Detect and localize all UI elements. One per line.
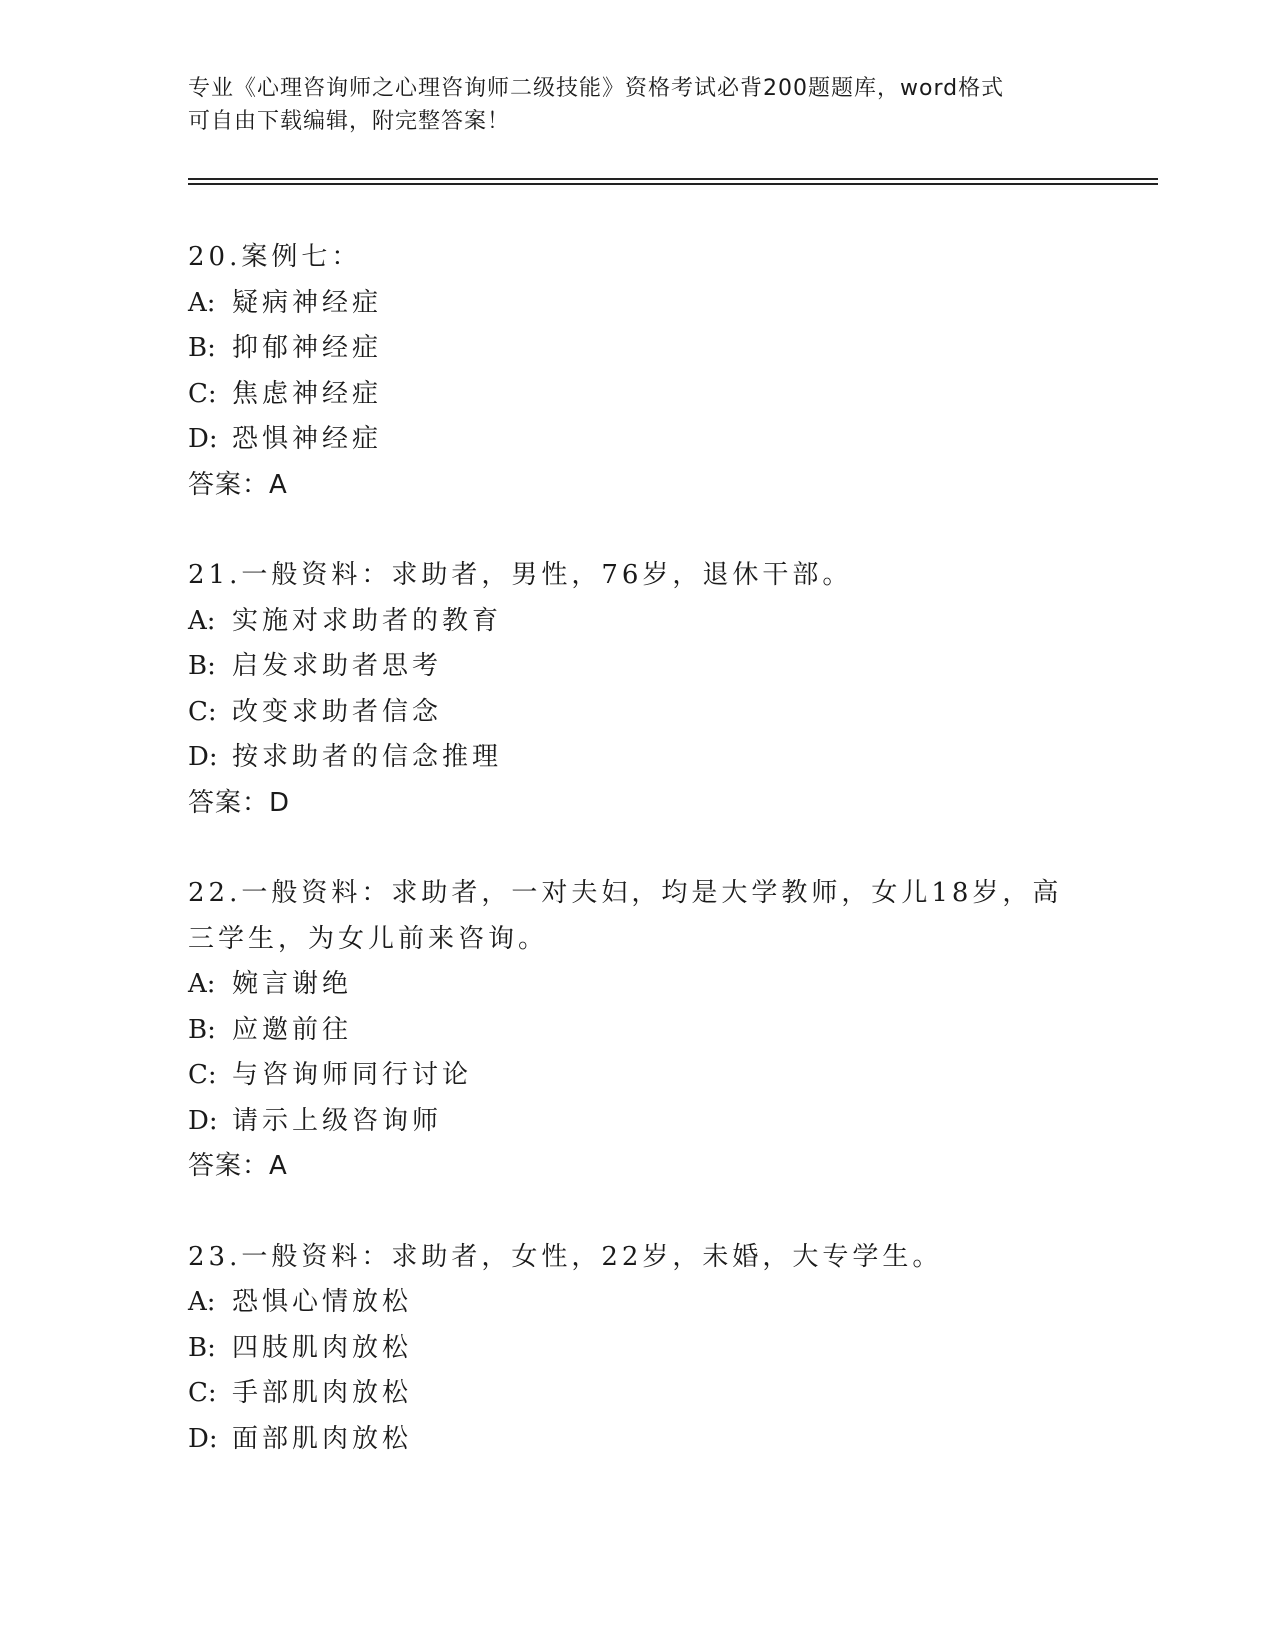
option-text: 请示上级咨询师 (232, 1105, 443, 1136)
option-text: 四肢肌肉放松 (232, 1332, 413, 1363)
option-key: D: (188, 1423, 218, 1454)
option-c (188, 372, 1148, 418)
option-text: 疑病神经症 (232, 287, 383, 318)
option-key: B: (188, 333, 216, 363)
option-text: 与咨询师同行讨论 (232, 1060, 473, 1090)
option-key: A: (188, 969, 216, 999)
option-text: 按求助者的信念推理 (232, 742, 503, 772)
option-b (188, 1008, 1148, 1054)
header-line-1: 专业《心理咨询师之心理咨询师二级技能》资格考试必背200题题库，word格式 (188, 76, 1005, 101)
question-text: 22.一般资料：求助者，一对夫妇，均是大学教师，女儿18岁，高三学生，为女儿前来咨询。 (188, 878, 1063, 954)
option-text: 抑郁神经症 (232, 333, 383, 363)
question-20 (188, 235, 1148, 508)
option-key: A: (188, 287, 216, 318)
option-d (188, 1417, 1148, 1463)
option-key: B: (188, 1332, 216, 1363)
option-key: C: (188, 378, 217, 409)
option-key: B: (188, 651, 216, 681)
option-text: 婉言谢绝 (232, 969, 353, 999)
question-22 (188, 871, 1148, 1190)
option-key: C: (188, 1060, 217, 1090)
option-key: C: (188, 1378, 217, 1408)
option-text: 应邀前往 (232, 1014, 353, 1045)
option-a (188, 962, 1148, 1008)
question-text: 20.案例七： (188, 242, 362, 272)
option-text: 启发求助者思考 (232, 651, 443, 681)
option-key: D: (188, 742, 218, 772)
question-text: 23.一般资料：求助者，女性，22岁，未婚，大专学生。 (188, 1241, 943, 1272)
answer-line: 答案：A (188, 1151, 288, 1181)
option-key: B: (188, 1014, 216, 1045)
option-c (188, 690, 1148, 736)
option-text: 手部肌肉放松 (232, 1378, 413, 1408)
option-key: A: (188, 1287, 216, 1317)
option-b (188, 1326, 1148, 1372)
option-key: D: (188, 1105, 218, 1136)
question-23 (188, 1235, 1148, 1463)
header-divider-bottom (188, 183, 1158, 185)
header-divider-top (188, 178, 1158, 180)
header-line-2: 可自由下载编辑，附完整答案！ (188, 109, 511, 134)
option-b (188, 644, 1148, 690)
question-text: 21.一般资料：求助者，男性，76岁，退休干部。 (188, 560, 853, 590)
option-key: C: (188, 696, 217, 727)
question-list (188, 235, 1148, 1507)
option-d (188, 1099, 1148, 1145)
option-key: A: (188, 605, 216, 636)
option-text: 恐惧神经症 (232, 424, 383, 454)
option-text: 实施对求助者的教育 (232, 605, 503, 636)
answer-line: 答案：D (188, 787, 291, 818)
document-header (188, 72, 1068, 138)
option-d (188, 735, 1148, 781)
question-21 (188, 553, 1148, 826)
option-d (188, 417, 1148, 463)
option-text: 面部肌肉放松 (232, 1423, 413, 1454)
option-key: D: (188, 424, 218, 454)
option-b (188, 326, 1148, 372)
option-text: 恐惧心情放松 (232, 1287, 413, 1317)
option-a (188, 281, 1148, 327)
option-text: 焦虑神经症 (232, 378, 383, 409)
option-c (188, 1053, 1148, 1099)
option-c (188, 1371, 1148, 1417)
option-a (188, 1280, 1148, 1326)
answer-line: 答案：A (188, 469, 288, 500)
option-a (188, 599, 1148, 645)
option-text: 改变求助者信念 (232, 696, 443, 727)
